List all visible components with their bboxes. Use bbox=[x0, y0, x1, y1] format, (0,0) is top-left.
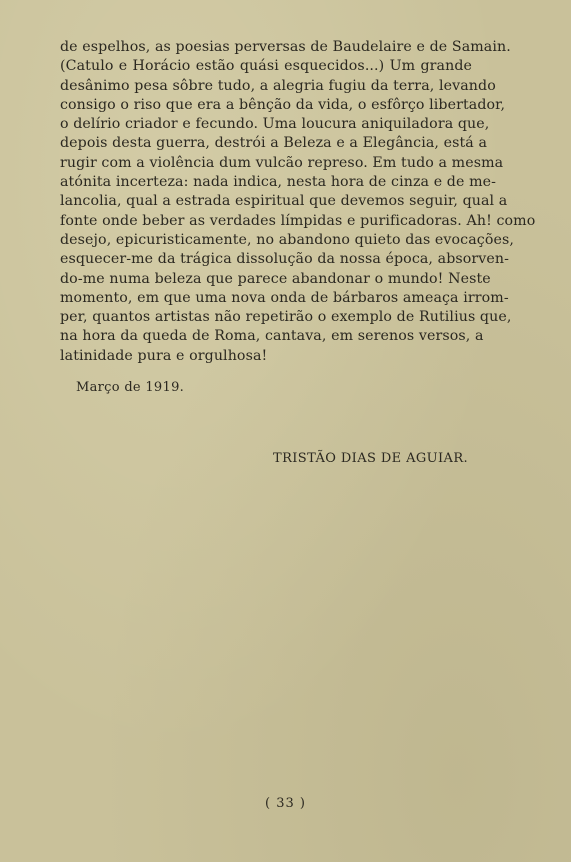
text-line: fonte onde beber as verdades límpidas e purificadoras. Ah! como bbox=[60, 212, 536, 229]
body-text bbox=[60, 38, 536, 366]
text-line: atónita incerteza: nada indica, nesta hora de cinza e de me- bbox=[60, 174, 497, 191]
text-line: (Catulo e Horácio estão quási esquecidos...) Um grande bbox=[60, 58, 472, 75]
text-line: latinidade pura e orgulhosa! bbox=[60, 347, 268, 364]
text-line: esquecer-me da trágica dissolução da nossa época, absorven- bbox=[60, 251, 510, 268]
text-line: na hora da queda de Roma, cantava, em serenos versos, a bbox=[60, 328, 484, 345]
date-line: Março de 1919. bbox=[76, 380, 185, 395]
author-signature: TRISTÃO DIAS DE AGUIAR. bbox=[273, 451, 469, 466]
page-number: ( 33 ) bbox=[265, 796, 306, 811]
text-line: lancolia, qual a estrada espiritual que devemos seguir, qual a bbox=[60, 193, 508, 210]
text-line: depois desta guerra, destrói a Beleza e a Elegância, está a bbox=[60, 135, 488, 152]
text-line: desejo, epicuristicamente, no abandono quieto das evocações, bbox=[60, 231, 514, 248]
text-line: per, quantos artistas não repetirão o exemplo de Rutilius que, bbox=[60, 309, 512, 326]
text-line: momento, em que uma nova onda de bárbaros ameaça irrom- bbox=[60, 289, 509, 306]
text-line: do-me numa beleza que parece abandonar o mundo! Neste bbox=[60, 270, 491, 287]
text-line: rugir com a violência dum vulcão represo. Em tudo a mesma bbox=[60, 154, 504, 171]
text-line: desânimo pesa sôbre tudo, a alegria fugiu da terra, levando bbox=[60, 77, 496, 94]
text-line: consigo o riso que era a bênção da vida, o esfôrço libertador, bbox=[60, 96, 506, 113]
text-line: de espelhos, as poesias perversas de Baudelaire e de Samain. bbox=[60, 39, 511, 55]
text-line: o delírio criador e fecundo. Uma loucura aniquiladora que, bbox=[60, 116, 490, 133]
